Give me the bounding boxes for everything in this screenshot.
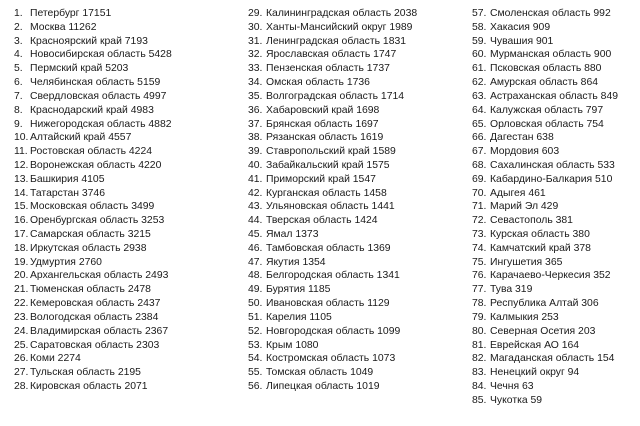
list-item [14, 7, 234, 21]
list-item-text: Дагестан 638 [490, 132, 554, 144]
list-item [14, 200, 234, 214]
list-item [472, 159, 638, 173]
list-item-number: 54. [248, 353, 263, 365]
list-item-text: Ингушетия 365 [490, 256, 563, 268]
list-item-text: Хабаровский край 1698 [266, 104, 380, 116]
list-item-number: 77. [472, 284, 487, 296]
list-item [472, 366, 638, 380]
list-item-text: Северная Осетия 203 [490, 325, 596, 337]
list-item-text: Краснодарский край 4983 [30, 104, 154, 116]
list-item-number: 1. [14, 8, 23, 19]
list-item [472, 242, 638, 256]
list-item-text: Ивановская область 1129 [266, 298, 390, 310]
list-item-number: 33. [248, 63, 263, 75]
list-item-text: Севастополь 381 [490, 215, 573, 227]
list-item-text: Курганская область 1458 [266, 187, 387, 199]
list-item-text: Сахалинская область 533 [490, 159, 615, 171]
list-item [472, 200, 638, 214]
list-item-text: Архангельская область 2493 [30, 270, 169, 282]
list-item [14, 269, 234, 283]
list-item-text: Волгоградская область 1714 [266, 90, 405, 102]
list-item-text: Хакасия 909 [490, 21, 551, 33]
list-item-number: 57. [472, 8, 487, 19]
list-item [472, 214, 638, 228]
list-item-text: Новосибирская область 5428 [30, 49, 172, 61]
list-item [248, 325, 468, 339]
list-item-text: Пермский край 5203 [30, 63, 129, 75]
list-item-number: 26. [14, 353, 29, 365]
list-item-text: Тульская область 2195 [30, 367, 141, 379]
list-item [472, 311, 638, 325]
list-item-text: Петербург 17151 [30, 8, 112, 19]
list-item-text: Самарская область 3215 [30, 229, 151, 240]
list-item-text: Красноярский край 7193 [30, 35, 148, 47]
list-item-text: Ростовская область 4224 [30, 146, 153, 158]
list-item-text: Тюменская область 2478 [30, 284, 151, 296]
list-item [14, 380, 234, 394]
list-item-text: Крым 1080 [266, 339, 319, 351]
list-item-text: Приморский край 1547 [266, 173, 376, 185]
list-item-text: Коми 2274 [30, 353, 81, 365]
list-item-text: Пензенская область 1737 [266, 63, 390, 75]
list-item-number: 36. [248, 104, 263, 116]
list-item [472, 297, 638, 311]
list-column-2 [248, 7, 468, 394]
list-item-number: 67. [472, 146, 487, 158]
list-item-text: Свердловская область 4997 [30, 90, 167, 102]
list-item [248, 131, 468, 145]
list-item-text: Адыгея 461 [490, 187, 546, 199]
list-item-number: 74. [472, 242, 487, 254]
list-item-text: Магаданская область 154 [490, 353, 615, 365]
list-item [472, 187, 638, 201]
list-item [248, 283, 468, 297]
list-item-text: Мордовия 603 [490, 146, 560, 158]
list-item-text: Рязанская область 1619 [266, 132, 384, 144]
list-item-number: 18. [14, 242, 29, 254]
list-item [248, 76, 468, 90]
list-item-number: 44. [248, 215, 263, 227]
list-item [14, 159, 234, 173]
list-item [248, 62, 468, 76]
list-column-1 [14, 7, 234, 394]
list-item-number: 55. [248, 367, 263, 379]
list-item-number: 21. [14, 284, 29, 296]
list-item [14, 62, 234, 76]
list-item [248, 35, 468, 49]
list-item-number: 25. [14, 339, 29, 351]
list-item-number: 14. [14, 187, 29, 199]
list-item-number: 78. [472, 298, 487, 310]
list-item-number: 41. [248, 173, 263, 185]
list-item-number: 4. [14, 49, 23, 61]
list-item [14, 48, 234, 62]
list-item-number: 46. [248, 242, 263, 254]
list-item-text: Карачаево-Черкесия 352 [490, 270, 611, 282]
list-item [472, 394, 638, 408]
list-item-number: 65. [472, 118, 487, 130]
list-item-number: 34. [248, 77, 263, 89]
list-item-number: 62. [472, 77, 487, 89]
list-item-text: Ленинградская область 1831 [266, 35, 407, 47]
list-item [248, 380, 468, 394]
list-item-text: Мурманская область 900 [490, 49, 612, 61]
list-item-text: Челябинская область 5159 [30, 77, 161, 89]
list-item-text: Ханты-Мансийский округ 1989 [266, 21, 413, 33]
list-item-number: 51. [248, 311, 263, 323]
list-item-text: Калужская область 797 [490, 104, 604, 116]
list-item-number: 58. [472, 21, 487, 33]
list-item-text: Еврейская АО 164 [490, 339, 580, 351]
list-item [14, 366, 234, 380]
list-item-text: Тува 319 [490, 284, 533, 296]
list-item-number: 68. [472, 159, 487, 171]
list-item [248, 118, 468, 132]
list-item-text: Брянская область 1697 [266, 118, 379, 130]
list-item-text: Чувашия 901 [490, 35, 554, 47]
list-item-text: Владимирская область 2367 [30, 325, 169, 337]
list-item-number: 13. [14, 173, 29, 185]
list-item-number: 82. [472, 353, 487, 365]
list-item [248, 269, 468, 283]
list-item-text: Калмыкия 253 [490, 311, 559, 323]
list-item [14, 297, 234, 311]
list-item-number: 30. [248, 21, 263, 33]
list-item-text: Кемеровская область 2437 [30, 298, 161, 310]
list-item-text: Нижегородская область 4882 [30, 118, 172, 130]
list-item [248, 214, 468, 228]
list-item [472, 173, 638, 187]
list-item [14, 21, 234, 35]
list-item-number: 31. [248, 35, 263, 47]
list-item [14, 76, 234, 90]
list-item [472, 62, 638, 76]
list-item-number: 38. [248, 132, 263, 144]
list-item-text: Кабардино-Балкария 510 [490, 173, 613, 185]
list-item-number: 61. [472, 63, 487, 75]
list-column-3 [472, 7, 638, 408]
list-item-number: 16. [14, 215, 29, 227]
list-item-number: 71. [472, 201, 487, 213]
list-item-number: 8. [14, 104, 23, 116]
list-item-number: 70. [472, 187, 487, 199]
list-item [248, 256, 468, 270]
list-item [472, 76, 638, 90]
list-item [14, 283, 234, 297]
list-item-number: 3. [14, 35, 23, 47]
list-item [472, 380, 638, 394]
list-item [248, 173, 468, 187]
list-item-number: 2. [14, 21, 23, 33]
list-item-text: Москва 11262 [30, 21, 97, 33]
list-item [472, 104, 638, 118]
list-item-number: 35. [248, 90, 263, 102]
list-item [14, 131, 234, 145]
list-item-text: Белгородская область 1341 [266, 270, 400, 282]
list-item-text: Вологодская область 2384 [30, 311, 159, 323]
list-item [248, 339, 468, 353]
list-item-text: Воронежская область 4220 [30, 159, 162, 171]
list-item [14, 242, 234, 256]
list-item [14, 104, 234, 118]
list-item-text: Камчатский край 378 [490, 242, 591, 254]
list-item [472, 90, 638, 104]
list-item-number: 73. [472, 229, 487, 240]
list-item [14, 214, 234, 228]
list-item-number: 15. [14, 201, 29, 213]
list-item-text: Смоленская область 992 [490, 8, 611, 19]
list-item [472, 48, 638, 62]
list-item [472, 269, 638, 283]
list-item [248, 297, 468, 311]
list-item-text: Орловская область 754 [490, 118, 604, 130]
list-item-text: Бурятия 1185 [266, 284, 331, 296]
list-item-text: Татарстан 3746 [30, 187, 105, 199]
list-item-text: Кировская область 2071 [30, 380, 148, 392]
list-item-number: 22. [14, 298, 29, 310]
list-item [14, 228, 234, 242]
list-item-text: Ставропольский край 1589 [266, 146, 396, 158]
list-item-number: 27. [14, 367, 29, 379]
list-item [248, 21, 468, 35]
list-item-number: 32. [248, 49, 263, 61]
list-item-number: 56. [248, 380, 263, 392]
list-item-number: 28. [14, 380, 29, 392]
list-item-number: 17. [14, 229, 29, 240]
list-item [472, 7, 638, 21]
list-item-number: 52. [248, 325, 263, 337]
list-item-number: 23. [14, 311, 29, 323]
list-item-text: Иркутская область 2938 [30, 242, 147, 254]
list-item [14, 352, 234, 366]
list-item-number: 80. [472, 325, 487, 337]
list-item-text: Чукотка 59 [490, 394, 543, 406]
list-item [248, 104, 468, 118]
list-item [248, 200, 468, 214]
list-item-number: 63. [472, 90, 487, 102]
list-item-text: Томская область 1049 [266, 367, 374, 379]
list-item-number: 6. [14, 77, 23, 89]
list-item [248, 145, 468, 159]
list-item-number: 5. [14, 63, 23, 75]
list-item [14, 187, 234, 201]
list-item-number: 10. [14, 132, 29, 144]
list-item-number: 50. [248, 298, 263, 310]
list-item-number: 47. [248, 256, 263, 268]
list-item-number: 49. [248, 284, 263, 296]
list-item-text: Тверская область 1424 [266, 215, 378, 227]
list-item [14, 339, 234, 353]
list-item [472, 339, 638, 353]
list-item [14, 325, 234, 339]
list-item-number: 20. [14, 270, 29, 282]
list-item [248, 48, 468, 62]
list-item [472, 325, 638, 339]
list-item [472, 35, 638, 49]
list-item-number: 69. [472, 173, 487, 185]
list-item-text: Ульяновская область 1441 [266, 201, 395, 213]
list-item [472, 118, 638, 132]
list-item-text: Ярославская область 1747 [266, 49, 397, 61]
list-item [14, 311, 234, 325]
list-item [248, 352, 468, 366]
list-item-number: 85. [472, 394, 487, 406]
list-item [472, 228, 638, 242]
list-item-text: Ямал 1373 [266, 229, 319, 240]
list-item-text: Курская область 380 [490, 229, 590, 240]
list-item-number: 19. [14, 256, 29, 268]
list-item [248, 366, 468, 380]
list-item-number: 66. [472, 132, 487, 144]
list-item-text: Новгородская область 1099 [266, 325, 401, 337]
list-item-text: Ненецкий округ 94 [490, 367, 580, 379]
list-item-number: 40. [248, 159, 263, 171]
list-item-text: Алтайский край 4557 [30, 132, 132, 144]
list-item [472, 21, 638, 35]
list-item-number: 76. [472, 270, 487, 282]
list-item-number: 72. [472, 215, 487, 227]
list-item-text: Амурская область 864 [490, 77, 599, 89]
list-item [14, 145, 234, 159]
list-item-number: 42. [248, 187, 263, 199]
list-item-text: Карелия 1105 [266, 311, 332, 323]
list-item [248, 311, 468, 325]
list-item [472, 145, 638, 159]
list-item-text: Калининградская область 2038 [266, 8, 418, 19]
list-item-text: Башкирия 4105 [30, 173, 105, 185]
list-item-number: 59. [472, 35, 487, 47]
list-item-text: Чечня 63 [490, 380, 534, 392]
list-item-number: 60. [472, 49, 487, 61]
list-item-text: Марий Эл 429 [490, 201, 559, 213]
list-item-text: Забайкальский край 1575 [266, 159, 390, 171]
list-item [14, 256, 234, 270]
list-item [14, 35, 234, 49]
list-item-number: 83. [472, 367, 487, 379]
list-item-number: 24. [14, 325, 29, 337]
list-item-number: 64. [472, 104, 487, 116]
list-item-text: Липецкая область 1019 [266, 380, 380, 392]
list-item-number: 11. [14, 146, 28, 158]
list-item-text: Оренбургская область 3253 [30, 215, 165, 227]
list-item-text: Омская область 1736 [266, 77, 370, 89]
list-item-text: Республика Алтай 306 [490, 298, 599, 310]
list-item-number: 9. [14, 118, 23, 130]
list-item-text: Саратовская область 2303 [30, 339, 160, 351]
list-item [248, 242, 468, 256]
list-item-text: Астраханская область 849 [490, 90, 618, 102]
list-item-number: 84. [472, 380, 487, 392]
list-item-number: 53. [248, 339, 263, 351]
list-item [472, 352, 638, 366]
list-item [14, 90, 234, 104]
list-item-number: 45. [248, 229, 263, 240]
list-item-number: 48. [248, 270, 263, 282]
list-item-text: Псковская область 880 [490, 63, 602, 75]
list-item [472, 283, 638, 297]
list-item-number: 37. [248, 118, 263, 130]
list-item-number: 81. [472, 339, 487, 351]
list-item-number: 39. [248, 146, 263, 158]
list-item [14, 118, 234, 132]
list-item [472, 256, 638, 270]
list-item [248, 187, 468, 201]
list-item [248, 159, 468, 173]
list-item-text: Удмуртия 2760 [30, 256, 102, 268]
list-item [248, 228, 468, 242]
list-item-number: 29. [248, 8, 263, 19]
list-item [472, 131, 638, 145]
list-item [14, 173, 234, 187]
list-item [248, 90, 468, 104]
list-item-number: 7. [14, 90, 23, 102]
list-item-text: Якутия 1354 [266, 256, 326, 268]
list-item-text: Московская область 3499 [30, 201, 155, 213]
list-item-text: Тамбовская область 1369 [266, 242, 391, 254]
list-item-text: Костромская область 1073 [266, 353, 396, 365]
list-item-number: 43. [248, 201, 263, 213]
list-item [248, 7, 468, 21]
list-item-number: 12. [14, 159, 29, 171]
list-item-number: 79. [472, 311, 487, 323]
list-item-number: 75. [472, 256, 487, 268]
